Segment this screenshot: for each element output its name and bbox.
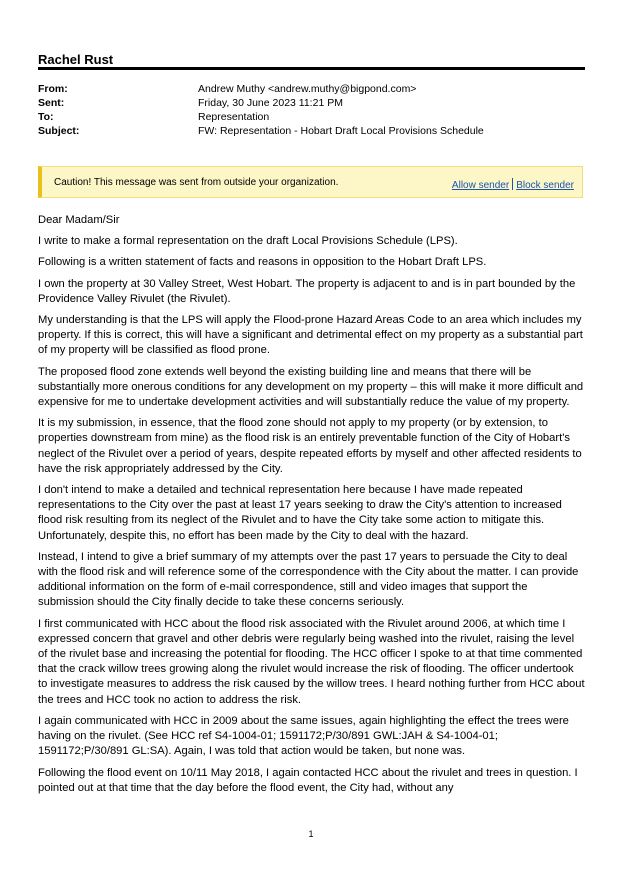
header-row-to — [38, 110, 585, 124]
from-value: Andrew Muthy <andrew.muthy@bigpond.com> — [198, 83, 417, 95]
header-label: Subject: — [38, 125, 80, 137]
body-paragraph: It is my submission, in essence, that the flood zone should not apply to my property (or by extension, to properties downstream from mine) as the flood risk is an entirely preventable function of the City of Hobart's neglect of the Rivulet over a period of years, despite repeated efforts by myself and other affected residents to have the risk appropriately addressed by the City. — [38, 417, 582, 475]
sent-value: Friday, 30 June 2023 11:21 PM — [198, 97, 343, 109]
header-label: From: — [38, 83, 68, 95]
body-paragraph: Following is a written statement of facts and reasons in opposition to the Hobart Draft LPS. — [38, 256, 487, 269]
external-sender-warning-banner — [38, 166, 583, 198]
email-body — [38, 213, 586, 802]
salutation: Dear Madam/Sir — [38, 214, 120, 226]
body-paragraph: I write to make a formal representation on the draft Local Provisions Schedule (LPS). — [38, 235, 458, 248]
page-number: 1 — [308, 829, 314, 839]
body-paragraph: I again communicated with HCC in 2009 about the same issues, again highlighting the effect the trees were having on the rivulet. (See HCC ref S4-1004-01; 1591172;P/30/891 GWL:JAH & S4-1004-01; 1591172;P/30/891 GL:SA). Again, I was told that action would be taken, but none was. — [38, 714, 569, 758]
warning-text: Caution! This message was sent from outside your organization. — [54, 177, 339, 188]
header-label: Sent: — [38, 97, 65, 109]
header-row-from — [38, 82, 585, 96]
subject-value: FW: Representation - Hobart Draft Local Provisions Schedule — [198, 125, 484, 137]
link-separator — [512, 178, 513, 190]
banner-actions — [452, 178, 574, 191]
body-paragraph: Following the flood event on 10/11 May 2018, I again contacted HCC about the rivulet and trees in question. I pointed out at that time that the day before the flood event, the City had, without any — [38, 766, 578, 794]
block-sender-link[interactable]: Block sender — [516, 180, 574, 191]
email-headers — [38, 82, 585, 138]
to-value: Representation — [198, 111, 270, 123]
body-paragraph: I own the property at 30 Valley Street, West Hobart. The property is adjacent to and is in part bounded by the Providence Valley Rivulet (the Rivulet). — [38, 277, 576, 305]
document-owner-name: Rachel Rust — [38, 52, 114, 67]
header-divider — [38, 67, 585, 70]
body-paragraph: I first communicated with HCC about the flood risk associated with the Rivulet around 2006, at which time I expressed concern that gravel and other debris were regularly being washed into the rivulet, raising the level of the rivulet base and increasing the potential for flooding. The HCC officer I spoke to at that time commented that the crack willow trees growing along the rivulet would increase the risk of flooding. The officer undertook to investigate measures to address the risk caused by the willow trees. I heard nothing further from HCC about the trees and HCC took no action to address the risk. — [38, 617, 585, 706]
body-paragraph: The proposed flood zone extends well beyond the existing building line and means that there will be substantially more onerous conditions for any development on my property – this will make it more difficult and expensive for me to undertake development activities and will substantially reduce the value of my property. — [38, 365, 584, 409]
allow-sender-link[interactable]: Allow sender — [451, 180, 510, 191]
header-row-sent — [38, 96, 585, 110]
header-label: To: — [38, 111, 54, 123]
body-paragraph: My understanding is that the LPS will apply the Flood-prone Hazard Areas Code to an area which includes my property. If this is correct, this will have a significant and detrimental effect on my property as a substantial part of my property will be classified as flood prone. — [38, 314, 583, 357]
body-paragraph: I don't intend to make a detailed and technical representation here because I have made repeated representations to the City over the past at least 17 years seeking to draw the City's attention to increased flood risk resulting from its neglect of the Rivulet and to have the City take some action to mitigate this. Unfortunately, despite this, no effort has been made by the City to deal with the hazard. — [38, 484, 562, 542]
body-paragraph: Instead, I intend to give a brief summary of my attempts over the past 17 years to persuade the City to deal with the flood risk and will reference some of the correspondence with the City about the matter. I can provide additional information on the form of e-mail correspondence, still and video images that support the submission should the City finally decide to take these concerns seriously. — [38, 550, 579, 609]
header-row-subject — [38, 124, 585, 138]
